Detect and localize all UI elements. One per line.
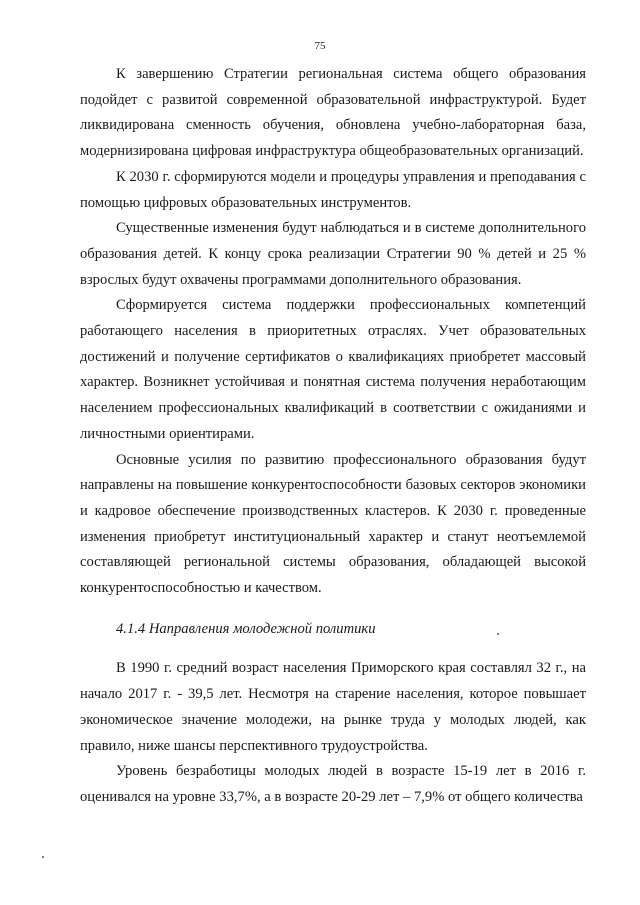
paragraph-vocational-education: Основные усилия по развитию профессионального образования будут направлены на повышение конкурентоспособности базовых секторов экономики и кадровое обеспечение производственных кластеров. К 2030 г. проведенные изменения приобретут институциональный характер и станут неотъемлемой составляющей региональной системы образования, обладающей высокой конкурентоспособностью и качеством. <box>80 451 586 597</box>
scan-speck <box>497 633 499 635</box>
scan-speck <box>42 856 44 858</box>
page-number: 75 <box>314 40 326 52</box>
paragraph-median-age: В 1990 г. средний возраст населения Приморского края составлял 32 г., на начало 2017 г. - 39,5 лет. Несмотря на старение населения, которое повышает экономическое значение молодежи, на рынке труда у молодых людей, как правило, ниже шансы перспективного трудоустройства. <box>80 660 586 754</box>
page-body <box>80 62 586 811</box>
paragraph-professional-competencies: Сформируется система поддержки профессиональных компетенций работающего населения в приоритетных отраслях. Учет образовательных достижений и получение сертификатов о квалификациях приобретет массовый характер. Возникнет устойчивая и понятная система получения неработающим населением профессиональных квалификаций в соответствии с ожиданиями и личностными ориентирами. <box>80 297 586 442</box>
paragraph-digital-tools: К 2030 г. сформируются модели и процедуры управления и преподавания с помощью цифровых образовательных инструментов. <box>80 168 586 211</box>
section-heading: 4.1.4 Направления молодежной политики <box>116 620 376 637</box>
paragraph-strategy-completion: К завершению Стратегии региональная система общего образования подойдет с развитой современной образовательной инфраструктурой. Будет ликвидирована сменность обучения, обновлена учебно-лабораторная база, модернизирована цифровая инфраструктура общеобразовательных организаций. <box>80 66 586 160</box>
paragraph-youth-unemployment: Уровень безработицы молодых людей в возрасте 15-19 лет в 2016 г. оценивался на уровне 33,7%, а в возрасте 20-29 лет – 7,9% от общего количества <box>80 763 586 805</box>
paragraph-additional-education: Существенные изменения будут наблюдаться и в системе дополнительного образования детей. К концу срока реализации Стратегии 90 % детей и 25 % взрослых будут охвачены программами дополнительного образования. <box>80 220 586 288</box>
